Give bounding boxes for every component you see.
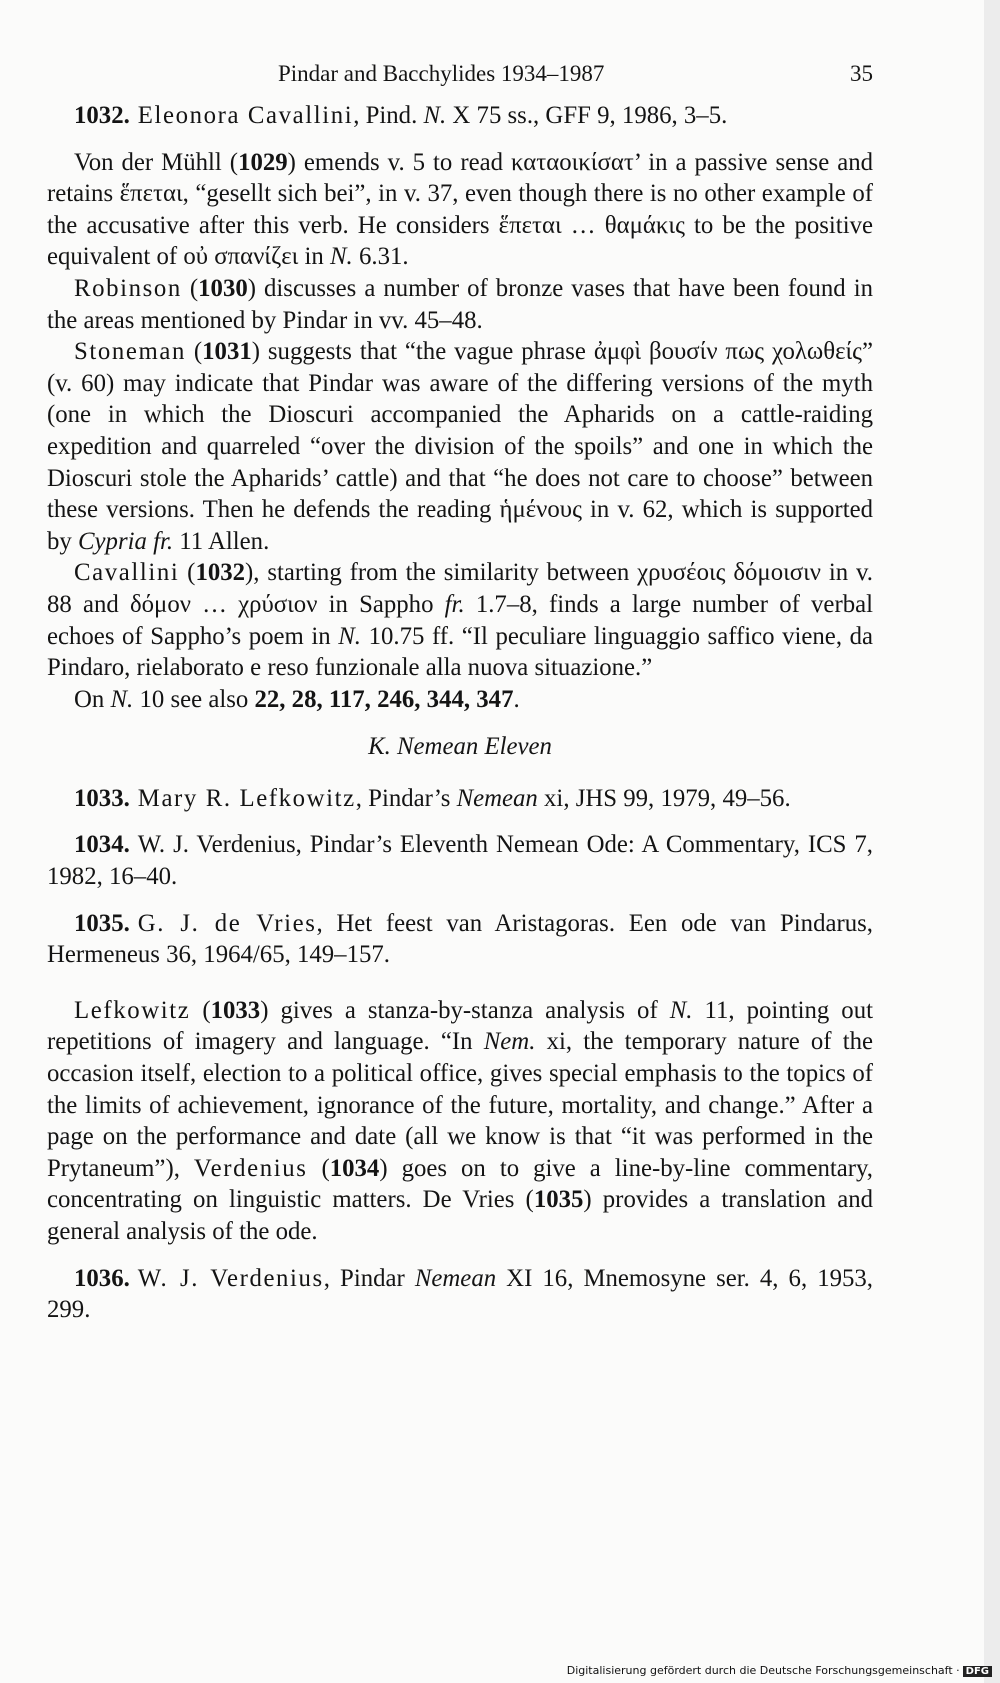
reference-author: Mary R. Lefkowitz — [137, 784, 356, 812]
reference-number: 1031 — [202, 338, 252, 366]
paragraph-text: ) gives a stanza-by-stanza analysis of — [260, 996, 670, 1024]
paragraph-stoneman — [47, 336, 873, 557]
reference-1035 — [47, 908, 873, 971]
paragraph-text: ), starting from the similarity between χρυσέοις δόμοισιν in v. 88 and δόμον … χρύσιον in Sappho — [47, 559, 873, 618]
page-header — [47, 58, 873, 90]
paragraph-text: ( — [185, 338, 203, 366]
reference-author: Eleonora Cavallini — [137, 102, 354, 129]
reference-text: , Pindar — [323, 1264, 415, 1292]
author-name: Verdenius — [193, 1154, 308, 1182]
paragraph-text: ( — [179, 559, 196, 587]
spacer — [47, 814, 873, 829]
paragraph-text: 10 see also — [133, 685, 255, 713]
page-content — [47, 58, 873, 1326]
reference-italic: Nemean — [414, 1264, 497, 1292]
paragraph-text: ( — [190, 996, 211, 1024]
reference-text: , Pindar’s — [355, 784, 457, 812]
spacer — [47, 1248, 873, 1263]
paragraph-von-der-muehll — [47, 147, 873, 273]
scan-edge — [984, 0, 1000, 1683]
spacer — [47, 971, 873, 995]
reference-number: 1029 — [238, 148, 288, 176]
spacer — [47, 132, 873, 147]
paragraph-cavallini — [47, 557, 873, 683]
paragraph-text: 11, pointing out repetitions of imagery and language. “In — [47, 996, 873, 1056]
reference-number: 1034. — [74, 831, 130, 859]
author-name: Lefkowitz — [74, 996, 191, 1024]
reference-text: X 75 ss., GFF 9, 1986, 3–5. — [446, 102, 728, 129]
author-name: Cavallini — [74, 559, 180, 587]
paragraph-text: ) provides a translation and general analysis of the ode. — [47, 1186, 873, 1245]
reference-text: , Pind. — [353, 102, 424, 129]
author-name: Robinson — [74, 274, 182, 302]
section-title: K. Nemean Eleven — [368, 733, 552, 761]
paragraph-text: 11 Allen. — [173, 527, 270, 555]
paragraph-text: ( — [307, 1154, 330, 1182]
reference-author: W. J. Verdenius — [137, 1264, 324, 1292]
reference-author: W. J. Verdenius — [137, 831, 296, 859]
paragraph-text: 1.7–8, finds a large number of verbal echoes of Sappho’s poem in — [47, 590, 873, 650]
italic-text: Cypria fr. — [78, 527, 174, 555]
reference-1032 — [47, 100, 873, 132]
reference-italic: Nemean — [456, 784, 538, 812]
paragraph-text: ( — [181, 274, 199, 302]
reference-1033 — [47, 783, 873, 815]
paragraph-text: Von der Mühll ( — [74, 148, 239, 176]
reference-numbers: 22, 28, 117, 246, 344, 347 — [254, 685, 514, 713]
dfg-logo: DFG — [963, 1666, 992, 1677]
paragraph-text: ) emends v. 5 to read καταοικίσατ’ in a passive sense and retains ἕπεται, “gesellt sich bei”, in v. 37, even though there is no other example of the accusative after this verb. He considers ἕπεται … θαμάκις to be the positive equivalent of οὐ σπανίζει in — [47, 148, 874, 271]
reference-text: , Pindar’s Eleventh Nemean Ode: A Commentary, ICS 7, 1982, 16–40. — [47, 831, 874, 891]
reference-1036 — [47, 1263, 873, 1326]
digitization-footer — [567, 1664, 992, 1677]
reference-number: 1032 — [195, 559, 246, 587]
author-name: Stoneman — [74, 338, 186, 366]
reference-number: 1036. — [74, 1264, 130, 1292]
paragraph-robinson — [47, 273, 873, 336]
italic-text: N. — [110, 685, 134, 713]
paragraph-see-also — [47, 684, 873, 716]
reference-number: 1032. — [74, 102, 130, 129]
reference-number: 1033. — [74, 784, 130, 812]
paragraph-text: 6.31. — [352, 243, 409, 271]
paragraph-text: ) goes on to give a line-by-line commentary, concentrating on linguistic matters. De Vries ( — [47, 1154, 873, 1214]
paragraph-text: 10.75 ff. “Il peculiare linguaggio saffico viene, da Pindaro, rielaborato e reso funzionale alla nuova situazione.” — [47, 622, 873, 682]
reference-text: XI 16, Mnemosyne ser. 4, 6, 1953, 299. — [47, 1264, 873, 1324]
italic-text: N. — [338, 622, 362, 650]
reference-number: 1035. — [74, 909, 130, 937]
reference-number: 1034 — [329, 1154, 380, 1182]
paragraph-lefkowitz — [47, 995, 873, 1248]
spacer — [47, 893, 873, 908]
paragraph-text: On — [74, 685, 111, 713]
reference-number: 1033 — [210, 996, 261, 1024]
paragraph-text: xi, the temporary nature of the occasion itself, election to a political office, gives special emphasis to the topics of the limits of achievement, ignorance of the future, mortality, and change.” After a page on the performance and date (all we know is that “it was performed in the Prytaneum”), — [47, 1028, 873, 1182]
reference-author: G. J. de Vries — [137, 909, 317, 937]
italic-text: fr. — [444, 590, 465, 618]
italic-text: N. — [669, 996, 693, 1024]
italic-text: N. — [330, 243, 353, 271]
reference-italic: N. — [423, 102, 447, 129]
reference-text: xi, JHS 99, 1979, 49–56. — [537, 784, 791, 812]
paragraph-text: ) suggests that “the vague phrase ἀμφὶ βουσίν πως χολωθείς” (v. 60) may indicate that Pindar was aware of the differing versions of the myth (one in which the Dioscuri accompanied the Apharids on a cattle-raiding expedition and quarreled “over the division of the spoils” and one in which the Dioscuri stole the Apharids’ cattle) and that “he does not care to choose” between these versions. Then he defends the reading ἡμένους in v. 62, which is supported by — [47, 338, 873, 555]
running-title: Pindar and Bacchylides 1934–1987 — [278, 61, 605, 86]
footer-text: Digitalisierung gefördert durch die Deutsche Forschungsgemeinschaft · — [566, 1664, 960, 1677]
italic-text: Nem. — [483, 1028, 536, 1056]
reference-1034 — [47, 829, 873, 892]
reference-text: , Het feest van Aristagoras. Een ode van Pindarus, Hermeneus 36, 1964/65, 149–157. — [47, 909, 873, 969]
reference-number: 1030 — [198, 274, 248, 302]
page-number: 35 — [850, 61, 873, 86]
paragraph-text: ) discusses a number of bronze vases that have been found in the areas mentioned by Pindar in vv. 45–48. — [47, 274, 873, 334]
paragraph-text: . — [513, 685, 520, 713]
reference-number: 1035 — [533, 1186, 584, 1214]
